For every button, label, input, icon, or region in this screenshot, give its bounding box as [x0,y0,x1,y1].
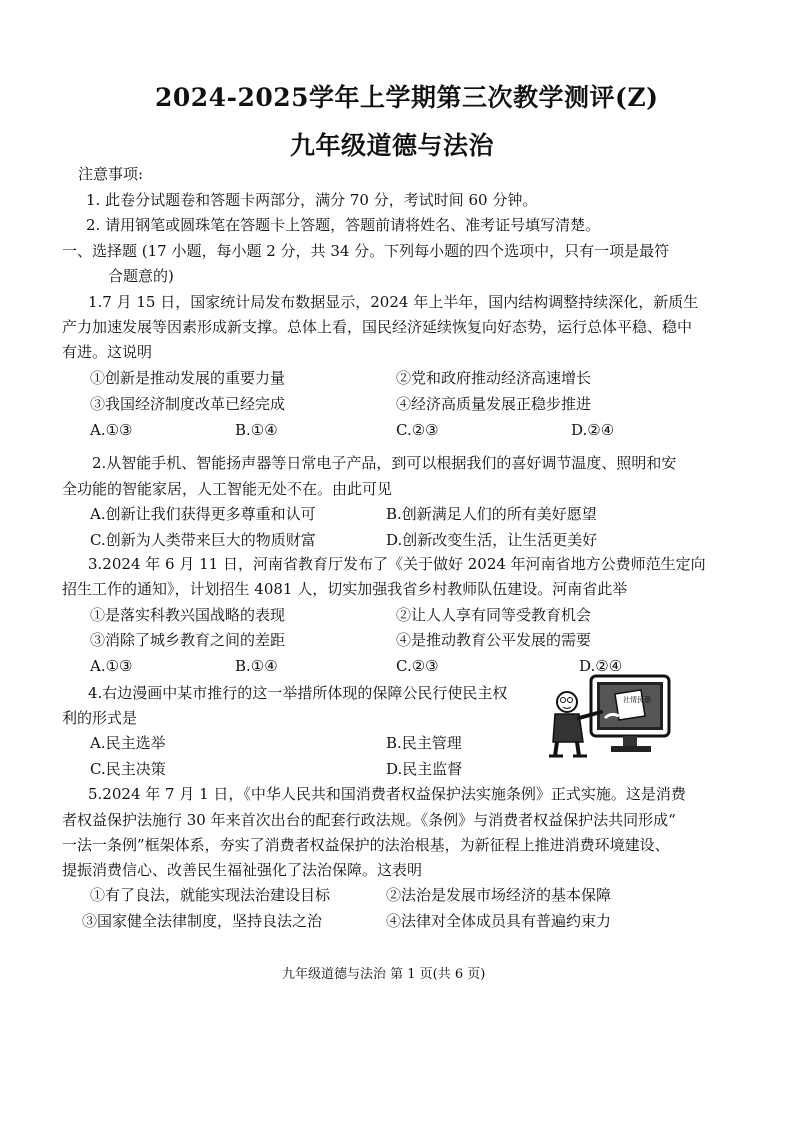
q5-item-2: ②法治是发展市场经济的基本保障 [386,886,612,904]
q2-option-d: D.创新改变生活，让生活更美好 [386,531,598,549]
page-footer: 九年级道德与法治 第 1 页(共 6 页) [282,967,486,982]
q1-option-b: B.①④ [235,421,278,439]
q3-item-2: ②让人人享有同等受教育机会 [396,606,592,624]
q1-item-4: ④经济高质量发展正稳步推进 [396,395,592,413]
q2-option-c: C.创新为人类带来巨大的物质财富 [90,531,316,549]
q4-option-a: A.民主选举 [90,734,166,752]
q1-line-3: 有进。这说明 [62,343,153,361]
exam-title: 2024-2025学年上学期第三次教学测评(Z) [155,83,659,112]
q2-line-1: 2.从智能手机、智能扬声器等日常电子产品，到可以根据我们的喜好调节温度、照明和安 [92,454,677,472]
cartoon-sign-text: 社情民意 [623,696,651,704]
q5-item-1: ①有了良法，就能实现法治建设目标 [90,886,331,904]
q3-option-c: C.②③ [396,657,439,675]
q5-line-4: 提振消费信心、改善民生福祉强化了法治保障。这表明 [62,861,423,879]
q1-line-1: 1.7 月 15 日，国家统计局发布数据显示，2024 年上半年，国内结构调整持续深化，新质生 [88,293,699,311]
q4-option-b: B.民主管理 [386,734,462,752]
q3-item-1: ①是落实科教兴国战略的表现 [90,606,286,624]
notice-heading: 注意事项: [78,165,144,183]
q4-line-2: 利的形式是 [62,709,138,727]
q5-item-3: ③国家健全法律制度，坚持良法之治 [82,912,323,930]
q1-line-2: 产力加速发展等因素形成新支撑。总体上看，国民经济延续恢复向好态势，运行总体平稳、稳中 [62,318,693,336]
section-heading-cont: 合题意的) [108,267,174,285]
q4-option-d: D.民主监督 [386,760,463,778]
exam-subject: 九年级道德与法治 [290,131,495,160]
q3-item-4: ④是推动教育公平发展的需要 [396,631,592,649]
q3-option-d: D.②④ [579,657,623,675]
section-heading: 一、选择题 (17 小题，每小题 2 分，共 34 分。下列每小题的四个选项中，只有一项是最符 [62,242,670,260]
q5-item-4: ④法律对全体成员具有普遍约束力 [386,912,612,930]
q1-option-d: D.②④ [571,421,615,439]
notice-item-2: 2. 请用钢笔或圆珠笔在答题卡上答题，答题前请将姓名、准考证号填写清楚。 [86,216,601,234]
q1-option-a: A.①③ [90,421,133,439]
q1-option-c: C.②③ [396,421,439,439]
q2-option-b: B.创新满足人们的所有美好愿望 [386,505,597,523]
q4-option-c: C.民主决策 [90,760,166,778]
q3-item-3: ③消除了城乡教育之间的差距 [90,631,286,649]
q1-item-1: ①创新是推动发展的重要力量 [90,369,286,387]
q3-option-a: A.①③ [90,657,133,675]
notice-item-1: 1. 此卷分试题卷和答题卡两部分，满分 70 分，考试时间 60 分钟。 [86,191,538,209]
q2-line-2: 全功能的智能家居，人工智能无处不在。由此可见 [62,480,393,498]
q5-line-3: 一法一条例”框架体系，夯实了消费者权益保护的法治根基，为新征程上推进消费环境建设、 [62,836,670,854]
q5-line-2: 者权益保护法施行 30 年来首次出台的配套行政法规。《条例》与消费者权益保护法共同形成“ [62,811,676,829]
q3-line-1: 3.2024 年 6 月 11 日，河南省教育厅发布了《关于做好 2024 年河南省地方公费师范生定向 [88,555,706,573]
q4-cartoon-image [545,672,675,758]
q4-line-1: 4.右边漫画中某市推行的这一举措所体现的保障公民行使民主权 [88,684,508,702]
q2-option-a: A.创新让我们获得更多尊重和认可 [90,505,316,523]
q1-item-3: ③我国经济制度改革已经完成 [90,395,286,413]
q3-line-2: 招生工作的通知》，计划招生 4081 人，切实加强我省乡村教师队伍建设。河南省此举 [62,580,628,598]
q5-line-1: 5.2024 年 7 月 1 日，《中华人民共和国消费者权益保护法实施条例》正式实施。这是消费 [88,785,686,803]
q1-item-2: ②党和政府推动经济高速增长 [396,369,592,387]
q3-option-b: B.①④ [235,657,278,675]
